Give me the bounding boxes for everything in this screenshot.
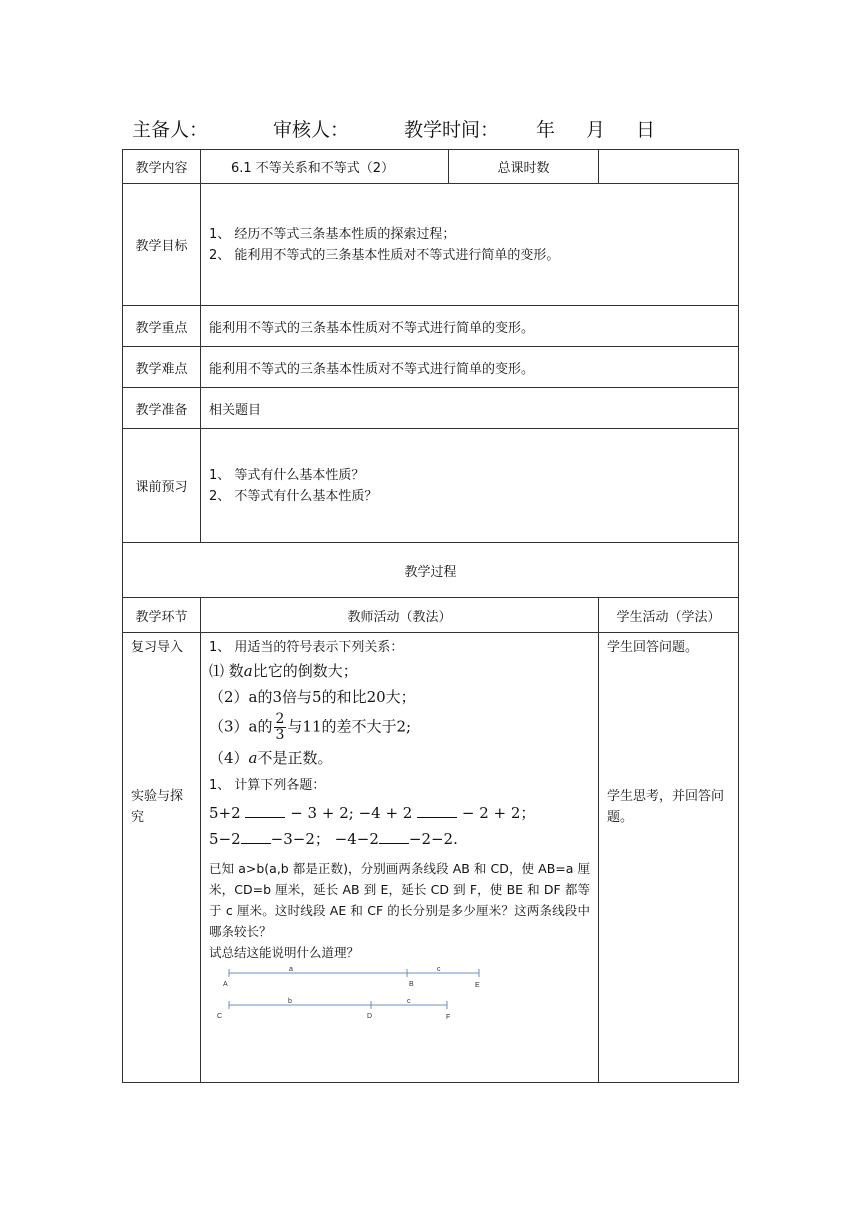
difficulties-content: 能利用不等式的三条基本性质对不等式进行简单的变形。 <box>201 347 739 388</box>
student-answer-1: 学生回答问题。 <box>607 640 699 655</box>
review-item-2: （2）a的3倍与5的和比20大； <box>209 688 416 706</box>
difficulties-label: 教学难点 <box>123 347 201 388</box>
process-header-row <box>123 598 739 633</box>
key-points-row <box>123 306 739 347</box>
label-b: b <box>288 998 292 1005</box>
preparer-label: 主备人： <box>132 119 209 141</box>
teacher-activity <box>201 633 599 1083</box>
total-hours-label: 总课时数 <box>449 150 599 184</box>
answer-blank[interactable] <box>241 829 271 844</box>
content-value: 6.1 不等关系和不等式（2） <box>201 150 449 184</box>
day-label: 日 <box>636 119 656 141</box>
fraction: $\frac{2}{3}$ <box>275 711 285 743</box>
difficulties-row <box>123 347 739 388</box>
objectives-label: 教学目标 <box>123 184 201 306</box>
student-activity <box>599 633 739 1083</box>
point-b: B <box>409 981 414 988</box>
answer-blank[interactable] <box>417 803 457 818</box>
col-student-header: 学生活动（学法） <box>599 598 739 633</box>
key-points-label: 教学重点 <box>123 306 201 347</box>
answer-blank[interactable] <box>245 803 285 818</box>
reviewer-label: 审核人： <box>273 119 350 141</box>
stage-review: 复习导入 <box>131 640 184 655</box>
stage-column <box>123 633 201 1083</box>
preview-2: 2、 不等式有什么基本性质？ <box>209 488 378 504</box>
stage-explore: 实验与探究 <box>131 789 184 825</box>
process-title: 教学过程 <box>123 543 739 598</box>
objectives-row <box>123 184 739 306</box>
review-item-1: ⑴ 数a比它的倒数大； <box>209 662 358 680</box>
preview-row <box>123 429 739 543</box>
time-label: 教学时间： <box>404 119 500 141</box>
point-d: D <box>367 1013 373 1020</box>
objective-2: 2、 能利用不等式的三条基本性质对不等式进行简单的变形。 <box>209 247 560 263</box>
preparation-row <box>123 388 739 429</box>
problem-question: 试总结这能说明什么道理？ <box>209 945 360 960</box>
objectives-content <box>201 184 739 306</box>
col-stage-header: 教学环节 <box>123 598 201 633</box>
process-title-row <box>123 543 739 598</box>
process-body-row <box>123 633 739 1083</box>
preview-1: 1、 等式有什么基本性质？ <box>209 467 365 483</box>
student-answer-2: 学生思考，并回答问题。 <box>607 789 725 825</box>
review-item-3: （3）a的 $\frac{2}{3}$ 与11的差不大于2; <box>209 711 412 743</box>
label-c-bottom: c <box>407 998 411 1005</box>
label-a: a <box>289 967 293 973</box>
point-e: E <box>475 982 480 989</box>
answer-blank[interactable] <box>379 829 409 844</box>
month-label: 月 <box>586 119 606 141</box>
point-a: A <box>223 981 228 988</box>
point-c: C <box>217 1013 223 1020</box>
lesson-plan-table <box>122 149 739 1083</box>
problem-text: 已知 a>b(a,b 都是正数)，分别画两条线段 AB 和 CD，使 AB=a 厘米，CD=b 厘米，延长 AB 到 E，延长 CD 到 F，使 BE 和 DF 都等于 c 厘米。这时线段 AE 和 CF 的长分别是多少厘米？这两条线段中哪条较长？ <box>209 861 590 939</box>
content-label: 教学内容 <box>123 150 201 184</box>
preparation-content: 相关题目 <box>201 388 739 429</box>
total-hours-value <box>599 150 739 184</box>
point-f: F <box>446 1014 451 1021</box>
col-teacher-header: 教师活动（教法） <box>201 598 599 633</box>
preview-label: 课前预习 <box>123 429 201 543</box>
review-item-4: （4）a不是正数。 <box>209 749 333 767</box>
calc-line-1: 5+2 − 3 + 2; −4 + 2 − 2 + 2； <box>209 804 536 822</box>
label-c-top: c <box>437 967 441 973</box>
explore-intro: 1、 计算下列各题： <box>209 778 326 793</box>
preview-content <box>201 429 739 543</box>
key-points-content: 能利用不等式的三条基本性质对不等式进行简单的变形。 <box>201 306 739 347</box>
preparation-label: 教学准备 <box>123 388 201 429</box>
content-row <box>123 150 739 184</box>
calc-line-2: 5−2 −3−2； −4−2 −2−2. <box>209 830 458 848</box>
year-label: 年 <box>536 119 556 141</box>
line-segment-diagram <box>209 967 499 1029</box>
objective-1: 1、 经历不等式三条基本性质的探索过程； <box>209 226 456 242</box>
review-intro: 1、 用适当的符号表示下列关系： <box>209 640 404 655</box>
